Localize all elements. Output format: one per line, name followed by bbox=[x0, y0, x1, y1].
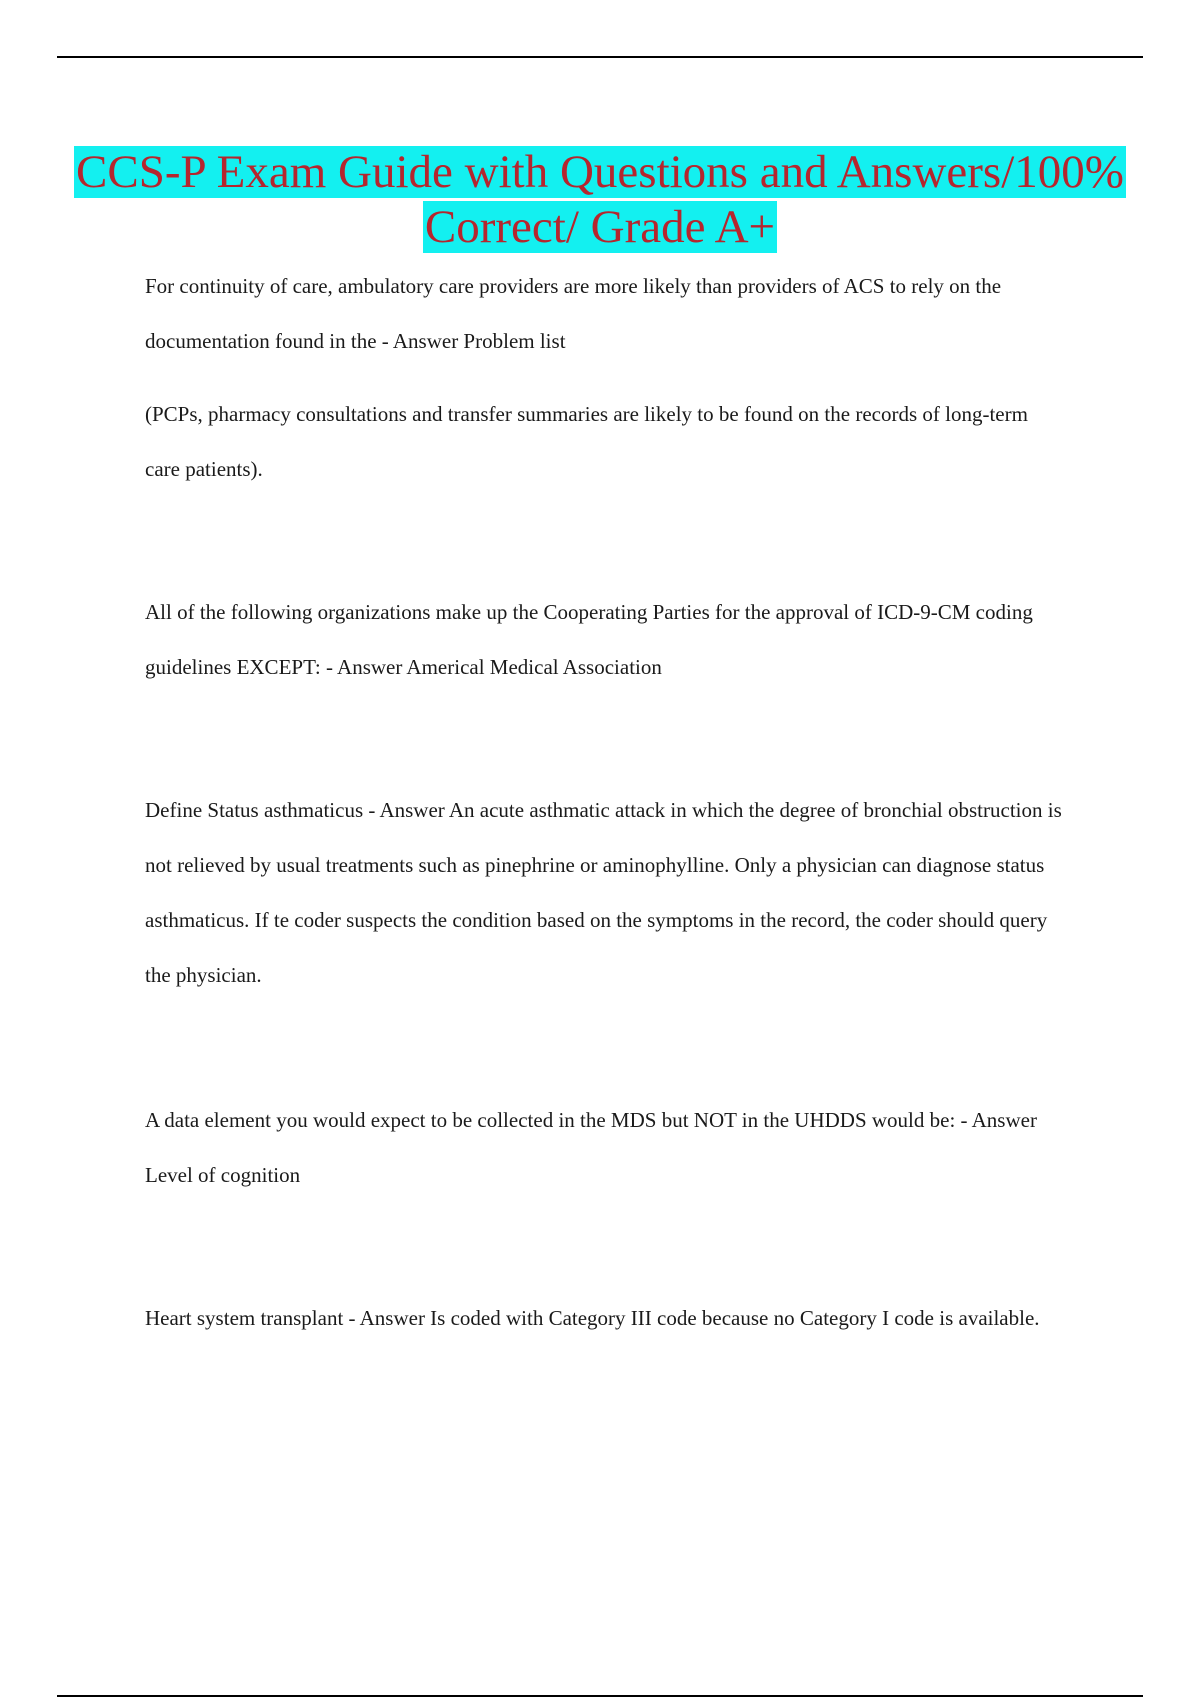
page-title bbox=[0, 145, 1200, 255]
qa-entry-4: A data element you would expect to be collected in the MDS but NOT in the UHDDS would be: - Answer Level of cognition bbox=[145, 1108, 1037, 1187]
document-body bbox=[145, 259, 1065, 1346]
bottom-rule bbox=[57, 1695, 1143, 1697]
qa-entry-3: Define Status asthmaticus - Answer An acute asthmatic attack in which the degree of bronchial obstruction is not relieved by usual treatments such as pinephrine or aminophylline. Only a physician can diagnose status asthmaticus. If te coder suspects the condition based on the symptoms in the record, the coder should query the physician. bbox=[145, 798, 1062, 987]
qa-entry-5: Heart system transplant - Answer Is coded with Category III code because no Category I code is available. bbox=[145, 1306, 1040, 1330]
qa-entry-2: All of the following organizations make up the Cooperating Parties for the approval of ICD-9-CM coding guidelines EXCEPT: - Answer Americal Medical Association bbox=[145, 600, 1033, 679]
top-rule bbox=[57, 56, 1143, 58]
qa-entry-1-note: (PCPs, pharmacy consultations and transfer summaries are likely to be found on the records of long-term care patients). bbox=[145, 402, 1028, 481]
title-highlight: CCS-P Exam Guide with Questions and Answers/100% Correct/ Grade A+ bbox=[76, 146, 1124, 253]
qa-entry-1: For continuity of care, ambulatory care providers are more likely than providers of ACS to rely on the documentation found in the - Answer Problem list bbox=[145, 274, 1002, 353]
